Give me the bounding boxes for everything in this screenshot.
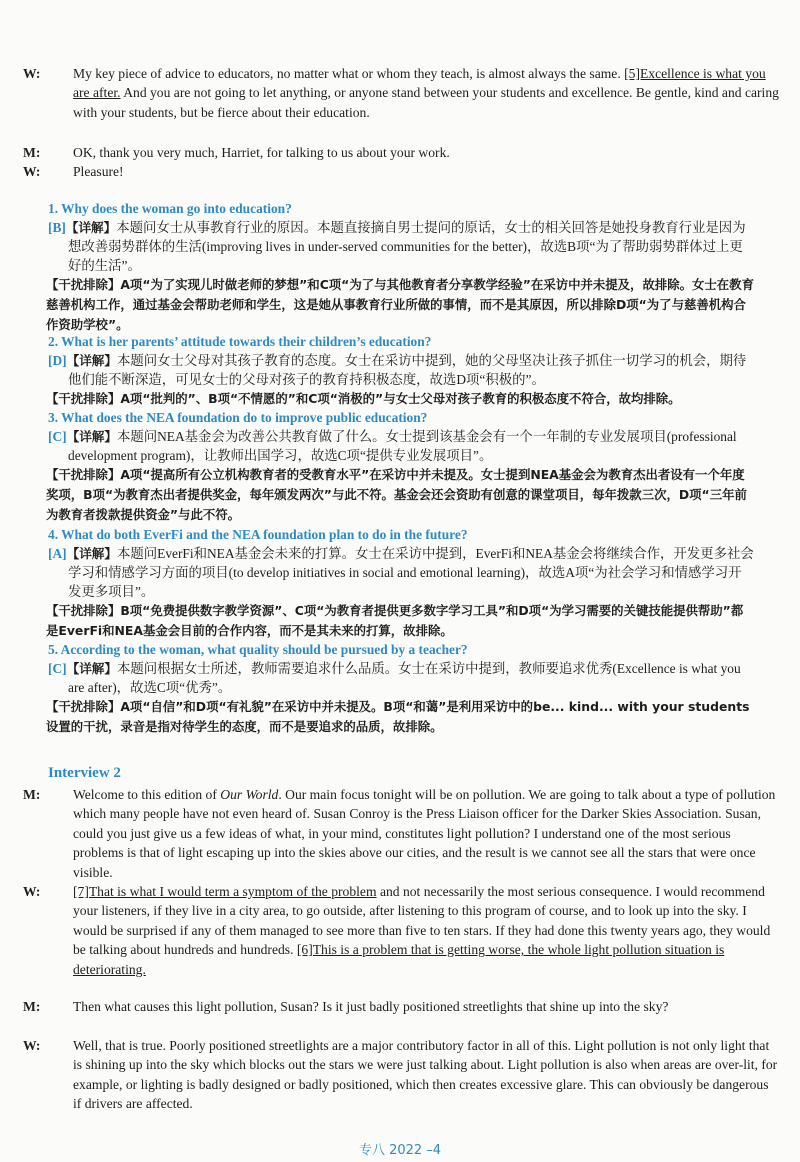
underlined-answer-cue: [7]That is what I would term a symptom of the problem [73,884,377,899]
speaker-label: M: [23,787,41,802]
page-footer: 专八 2022 –4 [358,1143,442,1158]
question-text: 3. What does the NEA foundation do to improve public education? [48,410,428,425]
question-text: 2. What is her parents’ attitude towards their children’s education? [48,334,432,349]
distractor-explanation: 【干扰排除】A项“为了实现儿时做老师的梦想”和C项“为了与其他教育者分享教学经验”在采访中并未提及，故排除。女士在教育慈善机构工作，通过基金会帮助老师和学生，这是她从事教育行业所做的事情，而不是其原因，所以排除D项“为了与慈善机构合作资助学校”。 [46,277,754,332]
speaker-label: W: [23,164,41,179]
dialogue-w1: W: My key piece of advice to educators, no matter what or whom they teach, is almost always the same. [5]Excellence is what you are after. And you are not going to let anything, or anyone stand between your students and excellence. Be gentle, kind and caring with your students, but be fierce about their education. [23,66,779,120]
dialogue-w2: W: Well, that is true. Poorly positioned streetlights are a major contributory factor in all of this. Light pollution is not only light that is shining up into the sky which blocks out the stars we were just talking about. Light pollution is also when areas are over-lit, for example, or lighting is badly designed or badly positioned, which then creates excessive glare. This can obviously be dangerous if drivers are affected. [23,1038,778,1112]
distractor-explanation: 【干扰排除】A项“自信”和D项“有礼貌”在采访中并未提及。B项“和蔼”是利用采访中的be... kind... with your students设置的干扰，录音是指对待学生的态度，而不是要追求的品质，故排除。 [46,699,750,734]
speaker-label: M: [23,999,41,1014]
speaker-label: M: [23,145,41,160]
speaker-label: W: [23,1038,41,1053]
question-block-2 [48,333,754,409]
underlined-answer-cue: [5]Excellence is what you are after. [73,66,766,101]
section-heading: Interview 2 [48,765,121,781]
speaker-label: W: [23,884,41,899]
question-block-3 [48,409,754,525]
question-text: 4. What do both EverFi and the NEA foundation plan to do in the future? [48,527,468,542]
speaker-label: W: [23,66,41,81]
distractor-explanation: 【干扰排除】A项“批判的”、B项“不情愿的”和C项“消极的”与女士父母对孩子教育的积极态度不符合，故均排除。 [46,391,681,406]
answer-key: [C] [48,661,67,676]
dialogue-m1: M: Welcome to this edition of Our World. Our main focus tonight will be on pollution. We are going to talk about a type of pollution which many people have not even heard of. Susan Conroy is the Press Liaison officer for the Darker Skies Association. Susan, could you just give us a few ideas of what, in your mind, constitutes light pollution? I understand one of the most serious problems is that of light escaping up into the skies above our cities, and the result is we cannot see all the stars that were once visible. [23,787,776,880]
program-title: Our World [220,787,279,802]
underlined-answer-cue: [6]This is a problem that is getting worse, the whole light pollution situation is deteriorating. [73,942,725,977]
dialogue-w1: W: [7]That is what I would term a symptom of the problem and not necessarily the most serious consequence. I would recommend your listeners, if they live in a city area, to go outside, after listening to this program of course, and to look up into the sky. I would be surprised if any of them managed to see more than five to ten stars. If they had done this twenty years ago, they would be talking about hundreds and hundreds. [6]This is a problem that is getting worse, the whole light pollution situation is deteriorating. [23,884,771,977]
answer-key: [A] [48,546,67,561]
dialogue-m2: M: Then what causes this light pollution, Susan? Is it just badly positioned streetlights that shine up into the sky? [48,997,779,1016]
detail-explanation: [D]【详解】本题问女士父母对其孩子教育的态度。女士在采访中提到，她的父母坚决让孩子抓住一切学习的机会，期待他们能不断深造，可见女士的父母对孩子的教育持积极态度，故选D项“积极的”。 [48,353,747,387]
question-text: 1. Why does the woman go into education? [48,201,292,216]
distractor-explanation: 【干扰排除】B项“免费提供数字教学资源”、C项“为教育者提供更多数字学习工具”和D项“为学习需要的关键技能提供帮助”都是EverFi和NEA基金会目前的合作内容，而不是其未来的打算，故排除。 [46,603,744,638]
question-block-4 [48,526,754,641]
distractor-explanation: 【干扰排除】A项“提高所有公立机构教育者的受教育水平”在采访中并未提及。女士提到NEA基金会为教育杰出者设有一个年度奖项，B项“为教育杰出者提供奖金，每年颁发两次”与此不符。基金会还会资助有创意的课堂项目，每年拨款三次，D项“三年前为教育者拨款提供资金”与此不符。 [46,467,747,522]
question-block-5 [48,641,754,737]
question-block-1 [48,200,754,335]
answer-key: [B] [48,220,66,235]
dialogue-m1: M: OK, thank you very much, Harriet, for talking to us about your work. [48,143,779,162]
detail-explanation: [C]【详解】本题问根据女士所述，教师需要追求什么品质。女士在采访中提到，教师要追求优秀(Excellence is what you are after)，故选C项“优秀”。 [48,661,741,695]
detail-explanation: [A]【详解】本题问EverFi和NEA基金会未来的打算。女士在采访中提到，EverFi和NEA基金会将继续合作，开发更多社会学习和情感学习方面的项目(to develop initiatives in social and emotional learning)，故选A项“为社会学习和情感学习开发更多项目”。 [48,546,754,599]
question-text: 5. According to the woman, what quality should be pursued by a teacher? [48,642,468,657]
answer-key: [C] [48,429,67,444]
answer-key: [D] [48,353,67,368]
detail-explanation: [C]【详解】本题问NEA基金会为改善公共教育做了什么。女士提到该基金会有一个一年制的专业发展项目(professional development program)，让教师出国学习，故选C项“提供专业发展项目”。 [48,429,737,463]
detail-explanation: [B]【详解】本题问女士从事教育行业的原因。本题直接摘自男士提问的原话，女士的相关回答是她投身教育行业是因为想改善弱势群体的生活(improving lives in under-served communities for the better)，故选B项“为了帮助弱势群体过上更好的生活”。 [48,220,746,273]
dialogue-w2: W: Pleasure! [48,162,779,181]
